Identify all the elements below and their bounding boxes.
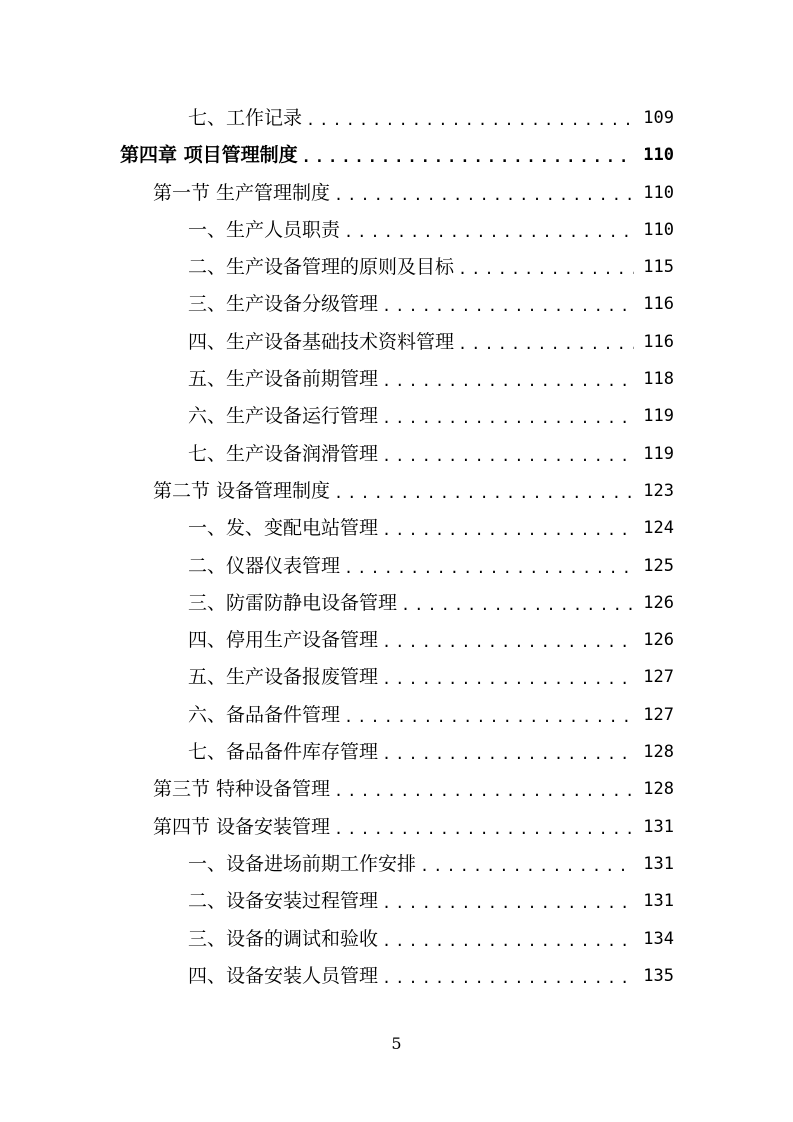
toc-entry-page: 128 (643, 742, 674, 763)
toc-entry-page: 115 (643, 257, 674, 278)
toc-entry-title: 一、发、变配电站管理 (188, 517, 379, 540)
toc-entry-title: 一、设备进场前期工作安排 (188, 852, 417, 875)
dot-leader (334, 175, 634, 212)
toc-section-entry[interactable] (0, 473, 793, 510)
dot-leader (302, 137, 634, 174)
toc-entry-page: 124 (643, 518, 674, 539)
toc-entry-title: 三、防雷防静电设备管理 (188, 591, 398, 614)
dot-leader (344, 548, 634, 585)
toc-entry[interactable] (0, 883, 793, 920)
toc-entry[interactable] (0, 585, 793, 622)
dot-leader (334, 809, 634, 846)
toc-entry-title: 七、备品备件库存管理 (188, 741, 379, 764)
toc-entry-page: 110 (643, 219, 674, 240)
toc-entry-page: 135 (643, 965, 674, 986)
dot-leader (344, 697, 634, 734)
dot-leader (306, 100, 634, 137)
toc-entry-page: 127 (643, 667, 674, 688)
toc-entry[interactable] (0, 286, 793, 323)
toc-entry-title: 三、设备的调试和验收 (188, 927, 379, 950)
table-of-contents (0, 100, 793, 995)
toc-entry[interactable] (0, 361, 793, 398)
dot-leader (382, 921, 634, 958)
toc-entry-page: 125 (643, 555, 674, 576)
toc-entry-page: 110 (643, 182, 674, 203)
toc-entry-page: 123 (643, 480, 674, 501)
toc-entry-title: 第一节 生产管理制度 (153, 181, 331, 204)
toc-entry-title: 五、生产设备前期管理 (188, 368, 379, 391)
dot-leader (382, 883, 634, 920)
toc-entry-page: 131 (643, 816, 674, 837)
toc-section-entry[interactable] (0, 809, 793, 846)
toc-entry-title: 第四章 项目管理制度 (120, 144, 298, 167)
toc-entry-page: 127 (643, 704, 674, 725)
dot-leader (344, 212, 634, 249)
toc-entry-page: 116 (643, 294, 674, 315)
toc-entry-title: 四、停用生产设备管理 (188, 629, 379, 652)
toc-chapter-entry[interactable] (0, 137, 793, 174)
toc-entry-title: 六、生产设备运行管理 (188, 405, 379, 428)
toc-entry[interactable] (0, 548, 793, 585)
toc-entry-page: 126 (643, 630, 674, 651)
toc-entry-page: 119 (643, 406, 674, 427)
toc-entry-title: 四、生产设备基础技术资料管理 (188, 330, 455, 353)
dot-leader (458, 249, 634, 286)
toc-entry-title: 二、仪器仪表管理 (188, 554, 341, 577)
toc-entry-page: 110 (643, 145, 674, 166)
dot-leader (334, 771, 634, 808)
toc-section-entry[interactable] (0, 771, 793, 808)
toc-entry-page: 134 (643, 928, 674, 949)
toc-entry[interactable] (0, 100, 793, 137)
toc-entry-title: 第二节 设备管理制度 (153, 479, 331, 502)
toc-entry-page: 109 (643, 108, 674, 128)
toc-entry-page: 119 (643, 443, 674, 464)
toc-entry-title: 第四节 设备安装管理 (153, 815, 331, 838)
toc-entry-title: 六、备品备件管理 (188, 703, 341, 726)
page-number: 5 (391, 1034, 402, 1053)
toc-entry-title: 二、设备安装过程管理 (188, 890, 379, 913)
toc-entry[interactable] (0, 697, 793, 734)
toc-section-entry[interactable] (0, 175, 793, 212)
toc-entry[interactable] (0, 398, 793, 435)
toc-entry-page: 128 (643, 779, 674, 800)
dot-leader (334, 473, 634, 510)
toc-entry[interactable] (0, 212, 793, 249)
toc-entry-page: 131 (643, 891, 674, 912)
dot-leader (401, 585, 634, 622)
dot-leader (382, 622, 634, 659)
toc-entry[interactable] (0, 958, 793, 995)
toc-entry-title: 七、生产设备润滑管理 (188, 442, 379, 465)
dot-leader (382, 659, 634, 696)
toc-entry[interactable] (0, 622, 793, 659)
toc-entry-title: 五、生产设备报废管理 (188, 666, 379, 689)
toc-entry[interactable] (0, 249, 793, 286)
toc-entry-page: 131 (643, 853, 674, 874)
dot-leader (458, 324, 634, 361)
toc-entry[interactable] (0, 436, 793, 473)
toc-entry-title: 第三节 特种设备管理 (153, 778, 331, 801)
dot-leader (382, 398, 634, 435)
toc-entry-title: 三、生产设备分级管理 (188, 293, 379, 316)
dot-leader (382, 361, 634, 398)
dot-leader (382, 734, 634, 771)
toc-entry-title: 七、工作记录 (188, 107, 303, 129)
toc-entry-page: 116 (643, 331, 674, 352)
dot-leader (382, 510, 634, 547)
toc-entry-title: 二、生产设备管理的原则及目标 (188, 256, 455, 279)
toc-entry[interactable] (0, 921, 793, 958)
toc-entry-page: 118 (643, 369, 674, 390)
dot-leader (382, 286, 634, 323)
toc-entry-title: 四、设备安装人员管理 (188, 964, 379, 987)
toc-entry[interactable] (0, 846, 793, 883)
dot-leader (382, 958, 634, 995)
toc-entry[interactable] (0, 734, 793, 771)
toc-entry[interactable] (0, 510, 793, 547)
toc-entry-page: 126 (643, 592, 674, 613)
toc-entry[interactable] (0, 659, 793, 696)
dot-leader (382, 436, 634, 473)
toc-entry-title: 一、生产人员职责 (188, 218, 341, 241)
dot-leader (420, 846, 634, 883)
toc-entry[interactable] (0, 324, 793, 361)
